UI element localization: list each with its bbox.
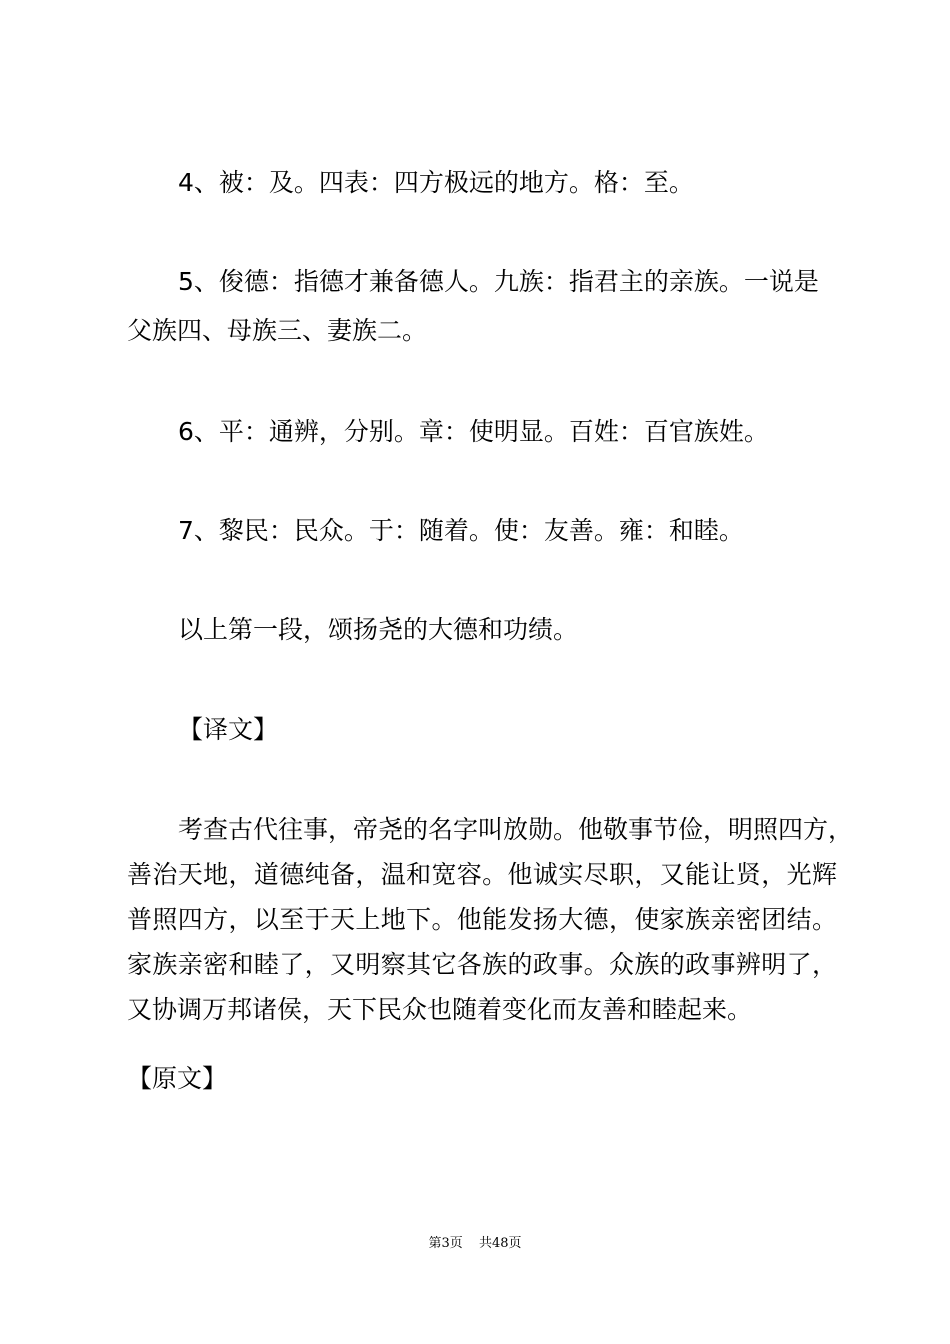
page-number: 第3页	[428, 1236, 463, 1251]
note-5-line-1: 5、俊德：指德才兼备德人。九族：指君主的亲族。一说是	[178, 267, 819, 296]
page-footer	[0, 1232, 950, 1251]
note-5-line-2: 父族四、母族三、妻族二。	[127, 316, 428, 345]
note-6: 6、平：通辨，分别。章：使明显。百姓：百官族姓。	[178, 417, 769, 446]
translation-line: 善治天地，道德纯备，温和宽容。他诚实尽职，又能让贤，光辉	[127, 860, 837, 889]
note-4: 4、被：及。四表：四方极远的地方。格：至。	[178, 168, 694, 197]
note-7: 7、黎民：民众。于：随着。使：友善。雍：和睦。	[178, 516, 744, 545]
translation-paragraph	[127, 807, 854, 1032]
section-summary: 以上第一段，颂扬尧的大德和功绩。	[178, 615, 579, 644]
page-total: 共48页	[478, 1236, 522, 1251]
translation-line: 考查古代往事，帝尧的名字叫放勋。他敬事节俭，明照四方，	[178, 815, 854, 844]
original-heading: 【原文】	[127, 1064, 228, 1093]
translation-line: 又协调万邦诸侯，天下民众也随着变化而友善和睦起来。	[127, 995, 753, 1024]
translation-line: 家族亲密和睦了，又明察其它各族的政事。众族的政事辨明了，	[127, 950, 837, 979]
translation-line: 普照四方，以至于天上地下。他能发扬大德，使家族亲密团结。	[127, 905, 837, 934]
translation-heading: 【译文】	[178, 715, 279, 744]
